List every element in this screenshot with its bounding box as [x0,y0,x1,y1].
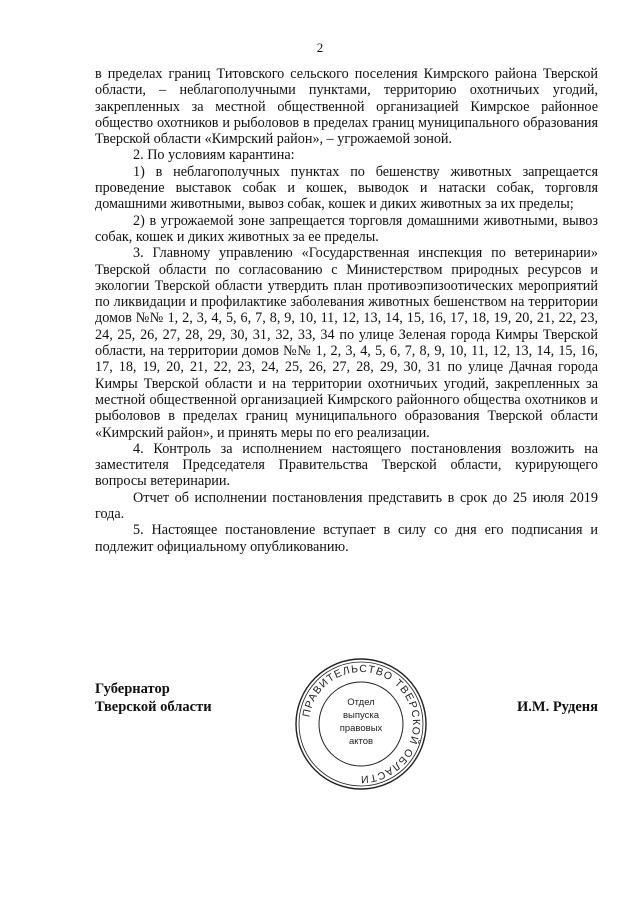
page-number: 2 [316,40,324,55]
paragraph-item-3: 3. Главному управлению «Государственная инспекция по ветеринарии» Тверской области по согласованию с Министерством природных ресурсов и экологии Тверской области утвердить план противоэпизоотических мероприятий по ликвидации и профилактике заболевания животных бешенством на территории домов №№ 1, 2, 3, 4, 5, 6, 7, 8, 9, 10, 11, 12, 13, 14, 15, 16, 17, 18, 19, 20, 21, 22, 23, 24, 25, 26, 27, 28, 29, 30, 31, 32, 33, 34 по улице Зеленая города Кимры Тверской области, на территории домов №№ 1, 2, 3, 4, 5, 6, 7, 8, 9, 10, 11, 12, 13, 14, 15, 16, 17, 18, 19, 20, 21, 22, 23, 24, 25, 26, 27, 28, 29, 30, 31 по улице Дачная города Кимры Тверской области и на территории охотничьих угодий, закрепленных за местной общественной организацией Кимрского районного общества охотников и рыболовов в пределах границ муниципального образования Тверской области «Кимрский район», и принять меры по его реализации. [95,245,598,441]
paragraph-item-5: 5. Настоящее постановление вступает в силу со дня его подписания и подлежит официальному опубликованию. [95,522,598,555]
paragraph-condition-1: 1) в неблагополучных пунктах по бешенству животных запрещается проведение выставок собак и кошек, выводок и натаски собак, торговля домашними животными, вывоз собак, кошек и диких животных за их пределы; [95,163,598,213]
stamp-ring-text: ПРАВИТЕЛЬСТВО ТВЕРСКОЙ ОБЛАСТИ [300,662,423,786]
stamp-center-line-4: актов [348,736,374,747]
paragraph-item-4: 4. Контроль за исполнением настоящего постановления возложить на заместителя Председателя Правительства Тверской области, курирующего вопросы ветеринарии. [95,440,598,490]
stamp-center-line-1: Отдел [347,697,375,708]
paragraph-quarantine-zones: в пределах границ Титовского сельского поселения Кимрского района Тверской области, – неблагополучными пунктами, территорию охотничьих угодий, закрепленных за местной общественной организацией Кимрское районное общество охотников и рыболовов в пределах границ муниципального образования Тверской области «Кимрский район», – угрожаемой зоной. [95,66,598,148]
official-stamp [293,656,429,792]
paragraph-report-deadline: Отчет об исполнении постановления представить в срок до 25 июля 2019 года. [95,489,598,523]
document-body [95,66,598,555]
signatory-name: И.М. Руденя [516,699,598,715]
signature-position [95,680,212,716]
paragraph-condition-2: 2) в угрожаемой зоне запрещается торговля домашними животными, вывоз собак, кошек и диких животных за ее пределы. [95,212,598,245]
signature-position-line2: Тверской области [95,699,212,715]
stamp-center-line-2: выпуска [342,710,380,721]
stamp-center-line-3: правовых [339,723,383,734]
signature-position-line1: Губернатор [95,681,170,697]
paragraph-quarantine-conditions: 2. По условиям карантина: [133,147,295,164]
